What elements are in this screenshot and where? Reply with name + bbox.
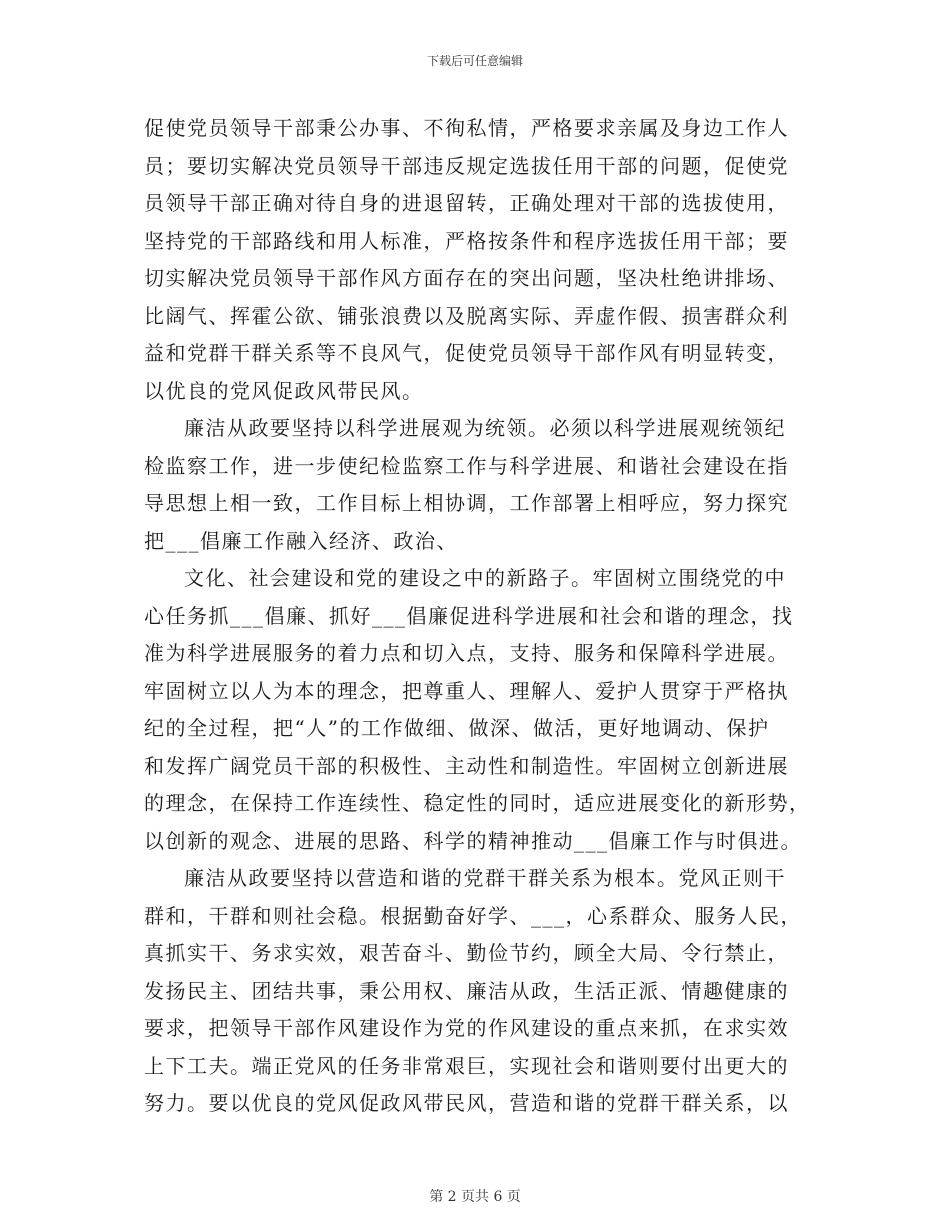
text-line: 上下工夫。端正党风的任务非常艰巨，实现社会和谐则要付出更大的 <box>144 1053 789 1078</box>
text-line: 员领导干部正确对待自身的进退留转，正确处理对干部的选拔使用， <box>144 191 789 215</box>
paragraph-start-line: 廉洁从政要坚持以营造和谐的党群干群关系为根本。党风正则干 <box>184 866 786 890</box>
paragraph-start-line: 廉洁从政要坚持以科学进展观为统领。必须以科学进展观统领纪 <box>184 416 786 440</box>
page-header-note: 下载后可任意编辑 <box>426 54 523 68</box>
text-line: 发扬民主、团结共事，秉公用权、廉洁从政，生活正派、情趣健康的 <box>144 978 789 1003</box>
text-line: 群和，干群和则社会稳。根据勤奋好学、___，心系群众、服务人民， <box>144 903 802 928</box>
text-line: 的理念，在保持工作连续性、稳定性的同时，适应进展变化的新形势， <box>144 791 811 815</box>
text-line: 和发挥广阔党员干部的积极性、主动性和制造性。牢固树立创新进展 <box>144 753 789 778</box>
page-number: 第 2 页共 6 页 <box>429 1189 521 1205</box>
text-line: 把___倡廉工作融入经济、政治、 <box>144 528 458 553</box>
text-line: 促使党员领导干部秉公办事、不徇私情，严格要求亲属及身边工作人 <box>144 116 789 140</box>
text-line: 以创新的观念、进展的思路、科学的精神推动___倡廉工作与时俱进。 <box>144 828 802 853</box>
text-line: 准为科学进展服务的着力点和切入点，支持、服务和保障科学进展。 <box>144 641 789 665</box>
text-line: 真抓实干、务求实效，艰苦奋斗、勤俭节约，顾全大局、令行禁止， <box>144 941 789 965</box>
text-line: 努力。要以优良的党风促政风带民风，营造和谐的党群干群关系，以 <box>144 1091 789 1115</box>
text-line: 切实解决党员领导干部作风方面存在的突出问题，坚决杜绝讲排场、 <box>144 266 789 290</box>
text-line: 益和党群干群关系等不良风气，促使党员领导干部作风有明显转变， <box>144 341 789 365</box>
text-line: 要求，把领导干部作风建设作为党的作风建设的重点来抓，在求实效 <box>144 1016 789 1040</box>
text-line: 员；要切实解决党员领导干部违反规定选拔任用干部的问题，促使党 <box>144 153 789 178</box>
text-line: 检监察工作，进一步使纪检监察工作与科学进展、和谐社会建设在指 <box>144 453 789 478</box>
text-line: 导思想上相一致，工作目标上相协调，工作部署上相呼应，努力探究 <box>144 491 789 515</box>
text-line: 以优良的党风促政风带民风。 <box>144 378 424 403</box>
text-line: 坚持党的干部路线和用人标准，严格按条件和程序选拔任用干部；要 <box>144 228 789 253</box>
document-body <box>144 110 814 1123</box>
text-line: 心任务抓___倡廉、抓好___倡廉促进科学进展和社会和谐的理念，找 <box>144 603 794 628</box>
text-line: 纪的全过程，把“人”的工作做细、做深、做活，更好地调动、保护 <box>144 716 770 740</box>
text-line: 比阔气、挥霍公欲、铺张浪费以及脱离实际、弄虚作假、损害群众利 <box>144 303 789 328</box>
text-line: 牢固树立以人为本的理念，把尊重人、理解人、爱护人贯穿于严格执 <box>144 678 789 703</box>
paragraph-start-line: 文化、社会建设和党的建设之中的新路子。牢固树立围绕党的中 <box>184 566 786 590</box>
